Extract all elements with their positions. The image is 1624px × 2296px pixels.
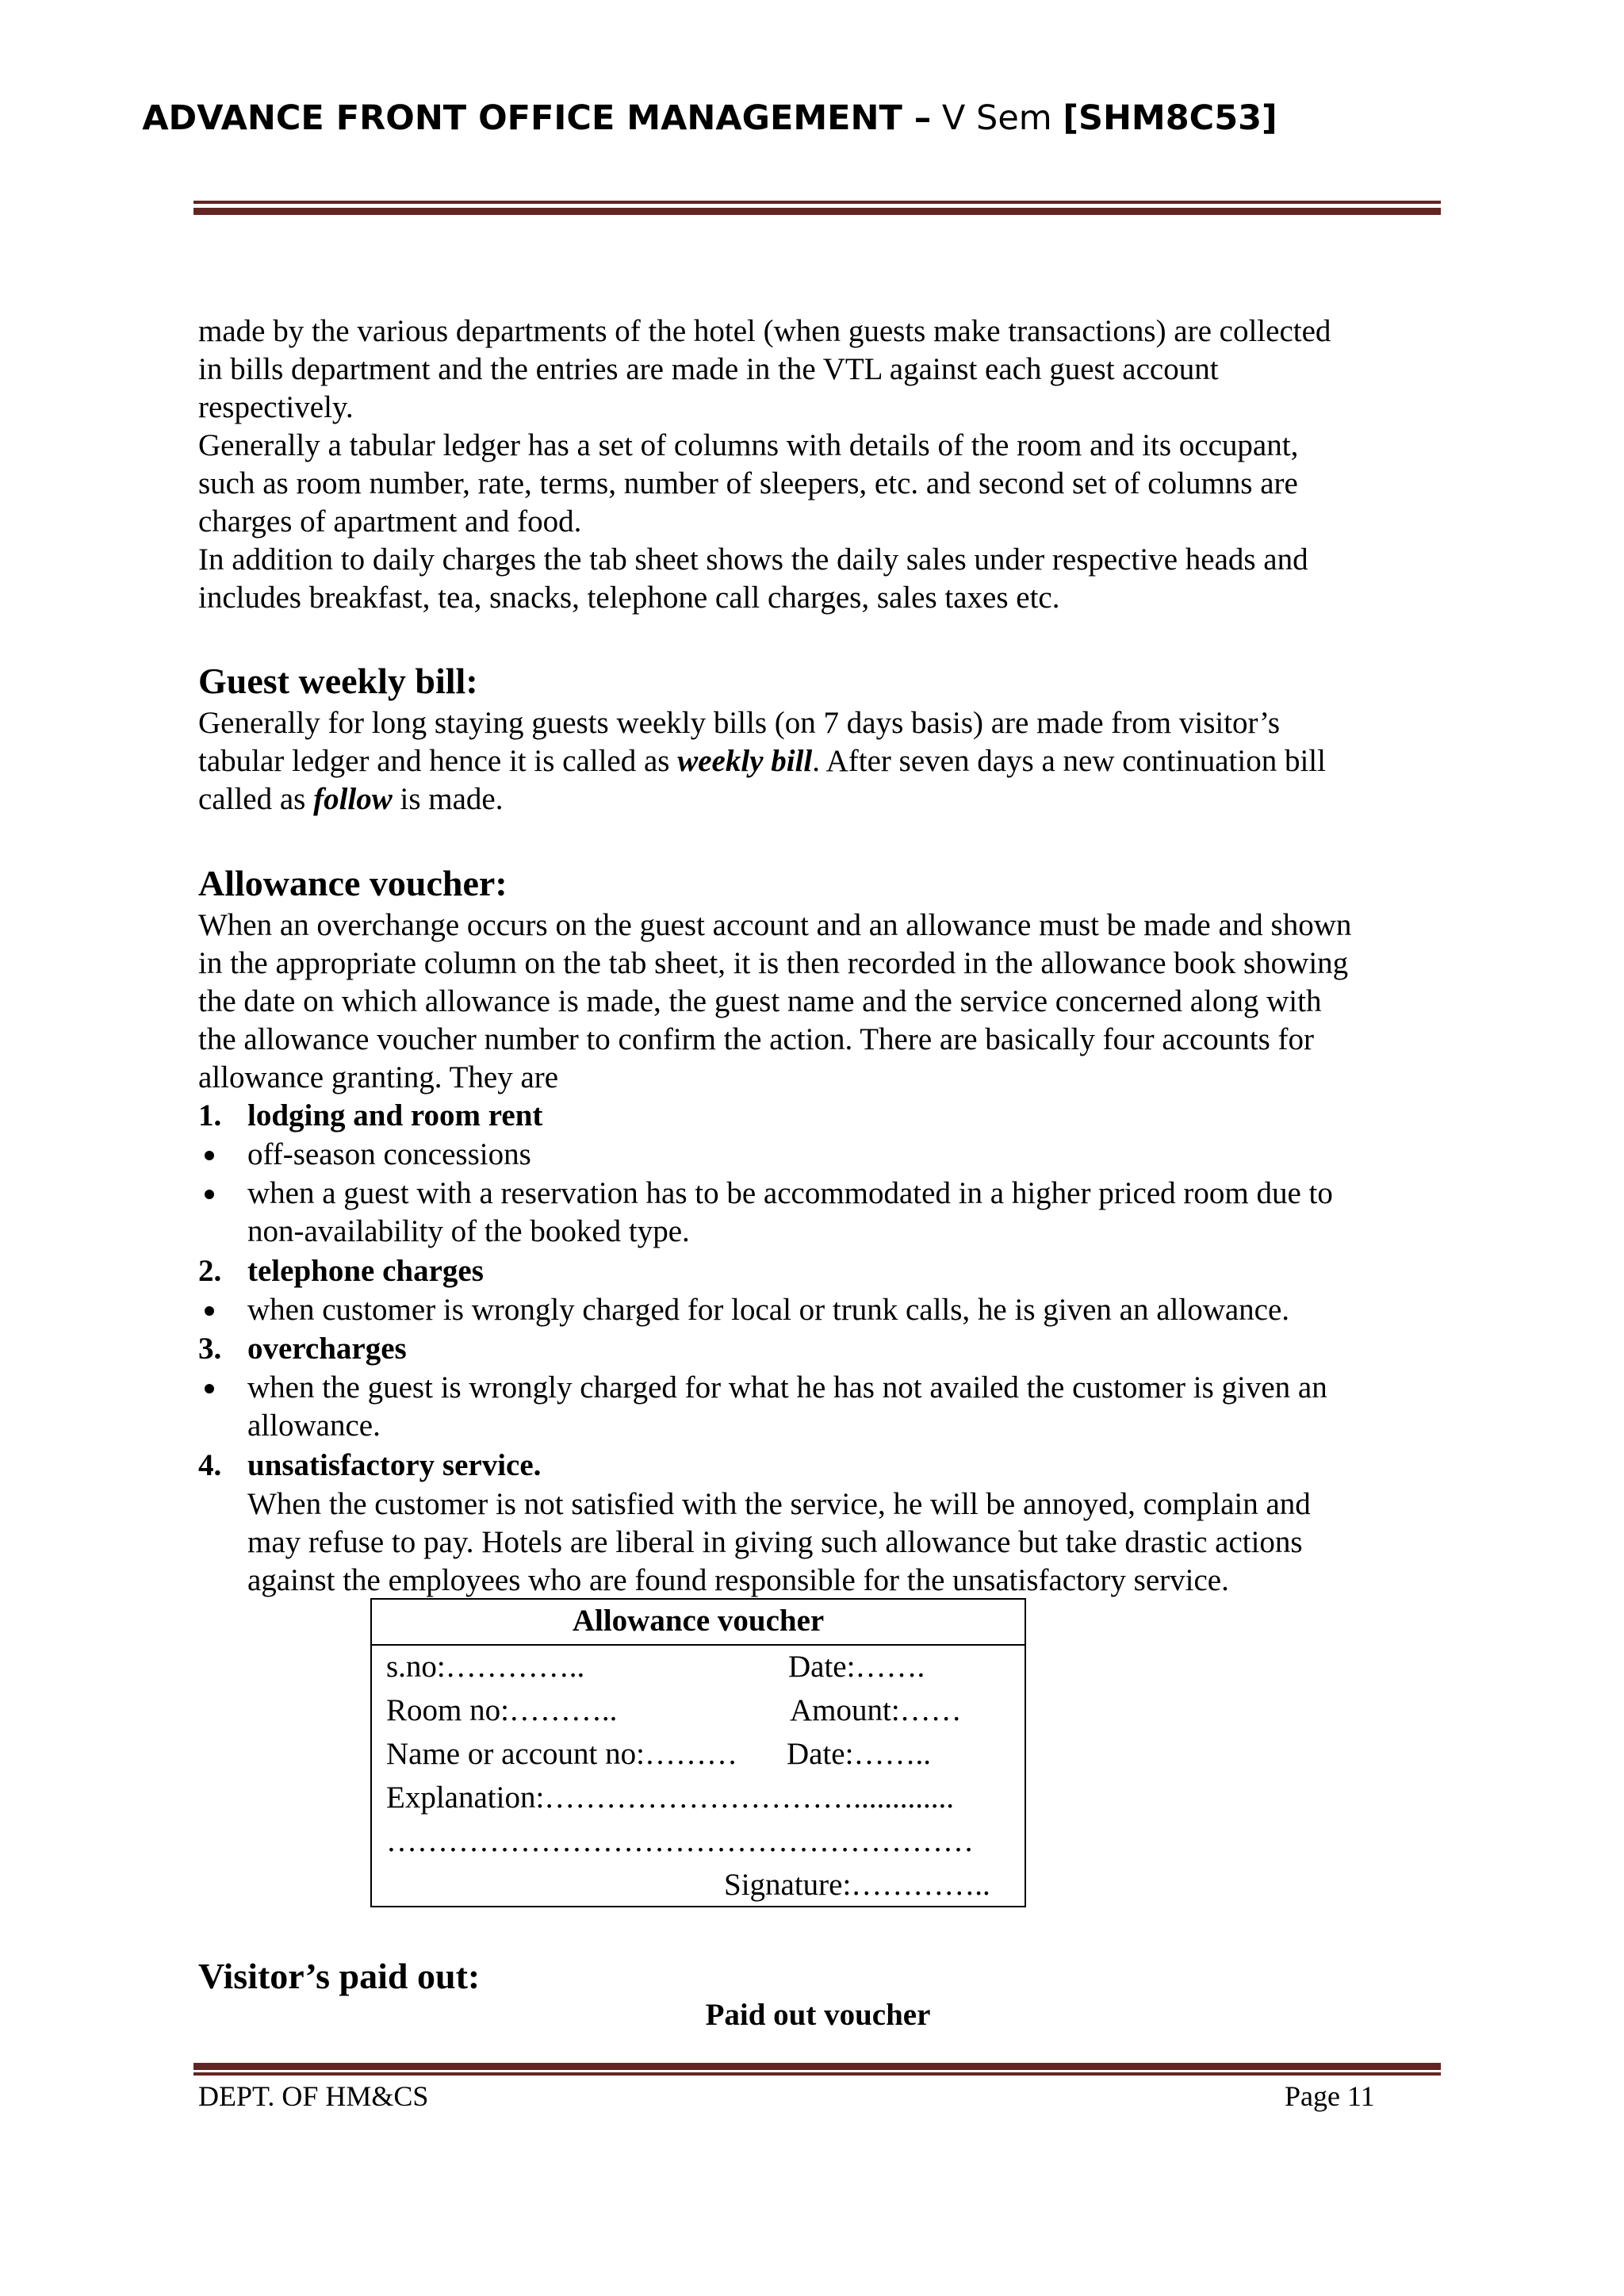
list-item-title: overcharges (247, 1332, 407, 1366)
bullet-text: non-availability of the booked type. (247, 1214, 690, 1248)
unsatisfactory-paragraph (247, 1485, 1516, 1600)
bullet-text: allowance. (247, 1409, 381, 1443)
voucher-amount: Amount:…… (790, 1693, 962, 1727)
paid-out-voucher-title: Paid out voucher (705, 1998, 931, 2032)
visitors-paid-out-heading: Visitor’s paid out: (198, 1956, 481, 1996)
text-line: the allowance voucher number to confirm the action. There are basically four accounts for (198, 1022, 1315, 1056)
weekly-bill-term: weekly bill (677, 744, 813, 778)
text-line: such as room number, rate, terms, number of sleepers, etc. and second set of columns are (198, 466, 1298, 500)
list-number: 4. (198, 1448, 222, 1482)
text-line: When the customer is not satisfied with the service, he will be annoyed, complain and (247, 1487, 1311, 1521)
text-line: When an overchange occurs on the guest account and an allowance must be made and shown (198, 908, 1352, 942)
bullet-text: when customer is wrongly charged for local or trunk calls, he is given an allowance. (247, 1293, 1290, 1327)
list-number: 3. (198, 1332, 222, 1366)
header-rule-thin (193, 201, 1441, 204)
bullet-icon (205, 1190, 214, 1199)
header-title: ADVANCE FRONT OFFICE MANAGEMENT – (142, 98, 932, 138)
text-line: includes breakfast, tea, snacks, telephone call charges, sales taxes etc. (198, 581, 1060, 615)
text-span: tabular ledger and hence it is called as (198, 744, 678, 778)
text-line: respectively. (198, 390, 354, 424)
text-line: allowance granting. They are (198, 1060, 559, 1094)
list-number: 2. (198, 1254, 222, 1288)
voucher-room-no: Room no:……….. (386, 1693, 618, 1727)
voucher-date-2: Date:…….. (787, 1737, 931, 1771)
list-item-title: lodging and room rent (247, 1098, 543, 1133)
voucher-name-account: Name or account no:……… (386, 1737, 737, 1771)
text-line: in the appropriate column on the tab sheet, it is then recorded in the allowance book showing (198, 946, 1349, 980)
voucher-date: Date:……. (788, 1650, 925, 1684)
follow-term: follow (313, 782, 393, 816)
voucher-dotted-line: ………………………………………………… (386, 1824, 974, 1858)
bullet-icon (205, 1151, 214, 1160)
voucher-title: Allowance voucher (572, 1604, 825, 1638)
footer-rule-thin (193, 2072, 1441, 2076)
allowance-voucher-heading: Allowance voucher: (198, 863, 508, 903)
bullet-text: when a guest with a reservation has to be accommodated in a higher priced room due to (247, 1176, 1333, 1210)
text-line: Generally for long staying guests weekly bills (on 7 days basis) are made from visitor’s (198, 706, 1280, 740)
bullet-icon (205, 1306, 214, 1316)
allowance-voucher-form (370, 1598, 1026, 1907)
header-semester: V Sem (931, 98, 1063, 138)
text-line: Generally a tabular ledger has a set of columns with details of the room and its occupant, (198, 428, 1299, 462)
text-span: . After seven days a new continuation bill (812, 744, 1326, 778)
text-line: against the employees who are found responsible for the unsatisfactory service. (247, 1563, 1229, 1597)
voucher-sno: s.no:………….. (386, 1650, 585, 1684)
footer-department: DEPT. OF HM&CS (198, 2080, 429, 2112)
bullet-text: off-season concessions (247, 1137, 531, 1171)
bullet-icon (205, 1384, 214, 1393)
header-course-code: [SHM8C53] (1063, 98, 1277, 138)
guest-weekly-bill-heading: Guest weekly bill: (198, 661, 478, 701)
text-line (198, 742, 1467, 780)
text-line (198, 780, 1467, 818)
voucher-divider (372, 1644, 1025, 1646)
text-span: is made. (392, 782, 504, 816)
header-rule-thick (193, 208, 1441, 215)
guest-weekly-bill-paragraph (198, 704, 1467, 818)
text-line: In addition to daily charges the tab sheet shows the daily sales under respective heads and (198, 542, 1308, 577)
voucher-explanation: Explanation:…………………………............. (386, 1780, 955, 1815)
list-item-title: unsatisfactory service. (247, 1448, 542, 1482)
list-number: 1. (198, 1098, 222, 1133)
page-number: Page 11 (1285, 2080, 1375, 2112)
text-line: made by the various departments of the hotel (when guests make transactions) are collected (198, 314, 1331, 348)
text-line: may refuse to pay. Hotels are liberal in giving such allowance but take drastic actions (247, 1525, 1303, 1559)
footer-rule-thick (193, 2063, 1441, 2070)
voucher-signature: Signature:………….. (724, 1868, 990, 1902)
page-header (0, 98, 1419, 138)
allowance-voucher-paragraph (198, 907, 1467, 1097)
text-line: the date on which allowance is made, the guest name and the service concerned along with (198, 984, 1322, 1018)
bullet-text: when the guest is wrongly charged for what he has not availed the customer is given an (247, 1370, 1327, 1405)
text-line: charges of apartment and food. (198, 504, 582, 539)
list-item-title: telephone charges (247, 1254, 484, 1288)
text-span: called as (198, 782, 314, 816)
text-line: in bills department and the entries are made in the VTL against each guest account (198, 352, 1219, 386)
intro-paragraph (198, 312, 1467, 617)
